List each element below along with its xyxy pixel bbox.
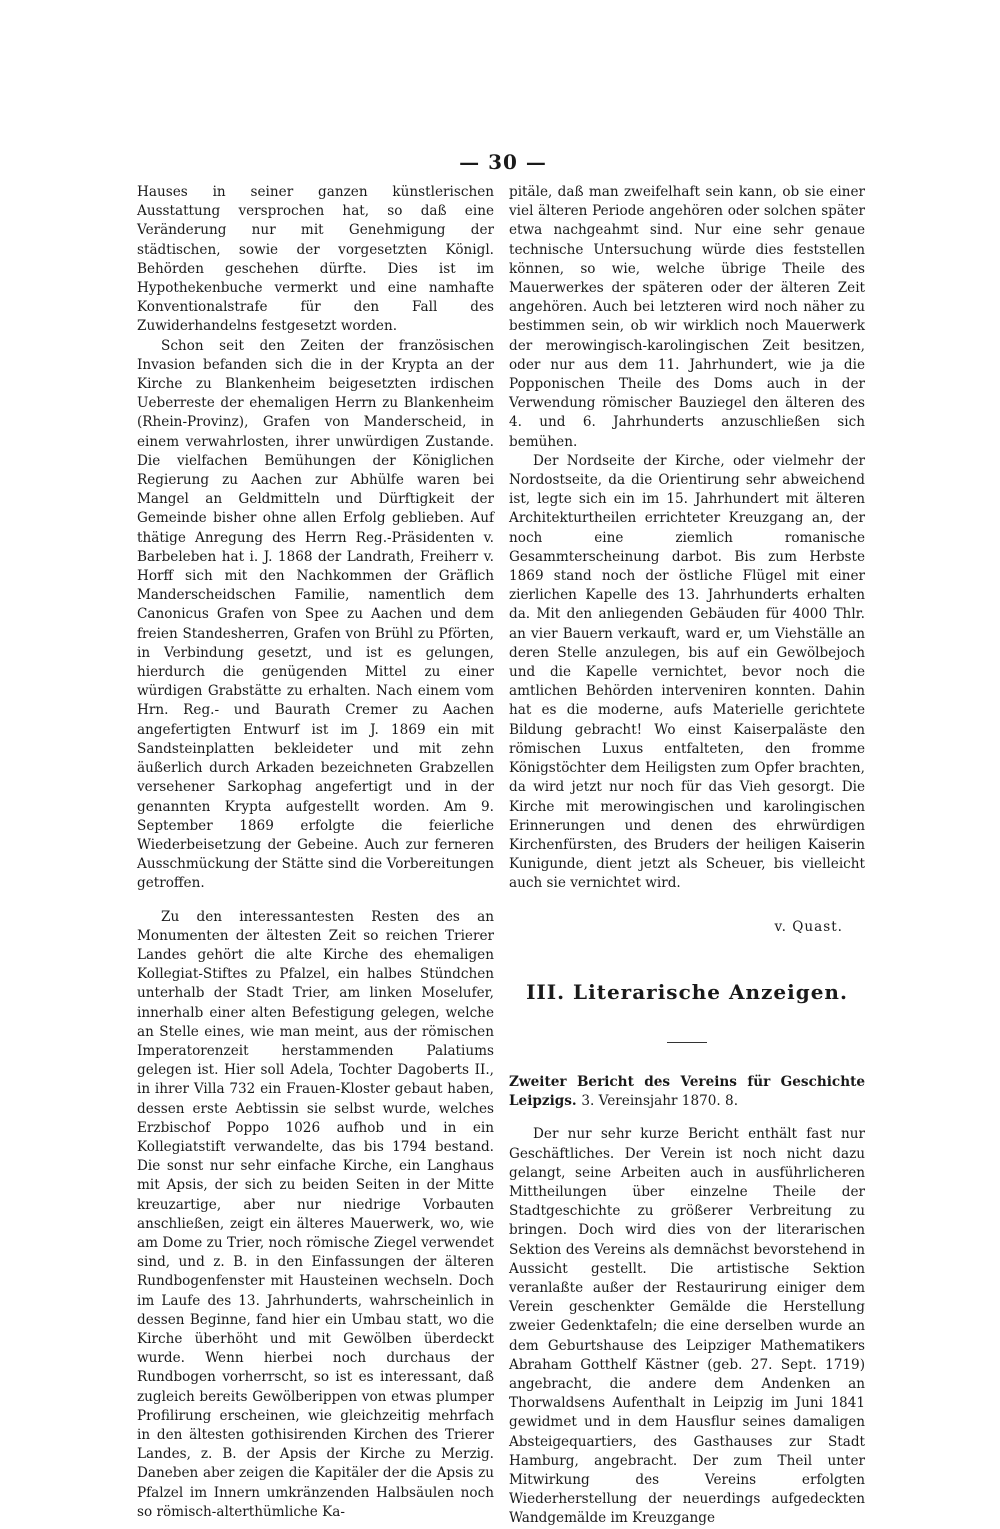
paragraph: Hauses in seiner ganzen künstlerischen Ausstattung versprochen hat, so daß eine Veränderung nur mit Genehmigung der städtischen, sowie der vorgesetzten Königl. Behörden geschehen dürfte. Dies ist im Hypothekenbuche vermerkt und eine namhafte Konventionalstrafe für den Fall des Zuwiderhandelns festgesetzt worden.: [137, 184, 494, 335]
review-title-text: Zweiter Bericht des Vereins für Geschichte Leipzigs.: [509, 1073, 865, 1110]
paragraph: Der Nordseite der Kirche, oder vielmehr der Nordostseite, da die Orientirung sehr abweichend ist, legte sich ein im 15. Jahrhundert mit älteren Architekturtheilen errichteter Kreuzgang an, der noch eine ziemlich romanische Gesammterscheinung darbot. Bis zum Herbste 1869 stand noch der östliche Flügel mit einer zierlichen Kapelle des 13. Jahrhunderts erhalten da. Mit den anliegenden Gebäuden für 4000 Thlr. an vier Bauern verkauft, ward er, um Viehställe an deren Stelle anzulegen, bis auf ein Gewölbejoch und die Kapelle vernichtet, bevor noch die amtlichen Behörden interveniren konnten. Dahin hat es die moderne, aufs Materielle gerichtete Bildung gebracht! Wo einst Kaiserpaläste den römischen Luxus entfalteten, den fromme Königstöchter dem Heiligsten zum Opfer brachten, da wird jetzt nur noch für das Vieh gesorgt. Die Kirche mit merowingischen und karolingischen Erinnerungen und denen des ehrwürdigen Kirchenfürsten, des Bruders der heiligen Kaiserin Kunigunde, dient jetzt als Scheuer, bis vielleicht auch sie vernichtet wird.: [509, 452, 865, 892]
divider: [667, 1042, 707, 1043]
review-title: [509, 1073, 865, 1111]
author-signature: v. Quast.: [774, 918, 843, 935]
paragraph: Zu den interessantesten Resten des an Monumenten der ältesten Zeit so reichen Trierer Landes gehört die alte Kirche des ehemaligen Kollegiat-Stiftes zu Pfalzel, ein halbes Stündchen unterhalb der Stadt Trier, am linken Moselufer, innerhalb einer alten Befestigung gelegen, welche an Stelle eines, wie man meint, aus der römischen Imperatorenzeit herstammenden Palatiums gelegen ist. Hier soll Adela, Tochter Dagoberts II., in ihrer Villa 732 ein Frauen-Kloster gebaut haben, dessen erste Aebtissin sie selbst wurde, welches Erzbischof Poppo 1026 aufhob und in ein Kollegiatstift verwandelte, das bis 1794 bestand. Die sonst nur sehr einfache Kirche, ein Langhaus mit Apsis, der sich zu beiden Seiten in der Mitte kreuzartige, aber nur niedrige Vorbauten anschließen, zeigt ein älteres Mauerwerk, wo, wie am Dome zu Trier, noch römische Ziegel verwendet sind, und z. B. in den Einfassungen der älteren Rundbogenfenster mit Hausteinen wechseln. Doch im Laufe des 13. Jahrhunderts, wahrscheinlich in dessen Beginne, fand hier ein Umbau statt, wo die Kirche überhöht und mit Gewölben überdeckt wurde. Wenn hierbei noch durchaus der Rundbogen vorherrscht, so ist es interessant, daß zugleich bereits Gewölberippen von etwas plumper Profilirung erscheinen, wie gleichzeitig mehrfach in den ältesten gothisirenden Kirchen des Trierer Landes, z. B. der Apsis der Kirche zu Merzig. Daneben aber zeigen die Kapitäler der die Apsis zu Pfalzel im Innern umkränzenden Halbsäulen noch so römisch-alterthümliche Ka-: [137, 908, 494, 1520]
right-column: [509, 183, 865, 1529]
section-heading: III. Literarische Anzeigen.: [526, 979, 848, 1004]
paragraph: Schon seit den Zeiten der französischen Invasion befanden sich die in der Krypta an der Kirche zu Blankenheim beigesetzten irdischen Ueberreste der ehemaligen Herrn zu Blankenheim (Rhein-Provinz), Grafen von Manderscheid, in einem verwahrlosten, ihrer unwürdigen Zustande. Die vielfachen Bemühungen der Königlichen Regierung zu Aachen zur Abhülfe waren bei Mangel an Geldmitteln und Dürftigkeit der Gemeinde bisher ohne allen Erfolg geblieben. Auf thätige Anregung des Herrn Reg.-Präsidenten v. Barbeleben hat i. J. 1868 der Landrath, Freiherr v. Horff sich mit den Nachkommen der Gräflich Manderscheidschen Familie, namentlich dem Canonicus Grafen von Spee zu Aachen und dem freien Standesherren, Grafen von Brühl zu Pförten, in Verbindung gesetzt, und ist es gelungen, hierdurch die genügenden Mittel zu einer würdigen Grabstätte zu erhalten. Nach einem vom Hrn. Reg.- und Baurath Cremer zu Aachen angefertigten Entwurf ist im J. 1869 ein mit Sandsteinplatten bekleideter und mit zehn äußerlich durch Arkaden bezeichneten Grabzellen versehener Sarkophag angefertigt und in der genannten Krypta aufgestellt worden. Am 9. September 1869 erfolgte die feierliche Wiederbeisetzung der Gebeine. Auch zur ferneren Ausschmückung der Stätte sind die Vorbereitungen getroffen.: [137, 337, 494, 892]
review-title-details: 3. Vereinsjahr 1870. 8.: [581, 1093, 739, 1110]
left-column: [137, 183, 494, 1522]
paragraph: Der nur sehr kurze Bericht enthält fast nur Geschäftliches. Der Verein ist noch nicht dazu gelangt, seine Arbeiten auch in ausführlicheren Mittheilungen über einzelne Theile der Stadtgeschichte zu größerer Verbreitung zu bringen. Doch wird dies von der literarischen Sektion des Vereins als demnächst bevorstehend in Aussicht gestellt. Die artistische Sektion veranlaßte außer der Restaurirung einiger dem Verein geschenkter Gemälde die Herstellung zweier Gedenktafeln; die eine derselben wurde an dem Geburtshause des Leipziger Mathematikers Abraham Gotthelf Kästner (geb. 27. Sept. 1719) angebracht, die andere dem Andenken an Thorwaldsens Aufenthalt in Leipzig im Juni 1841 gewidmet und in dem Hausflur seines damaligen Absteigequartiers, des Gasthauses zur Stadt Hamburg, angebracht. Der zum Theil unter Mitwirkung des Vereins erfolgten Wiederherstellung der neuerdings aufgedeckten Wandgemälde im Kreuzgange: [509, 1126, 865, 1527]
page-number: — 30 —: [459, 150, 547, 174]
paragraph: pitäle, daß man zweifelhaft sein kann, ob sie einer viel älteren Periode angehören oder solchen später etwa nachgeahmt sind. Nur eine sehr genaue technische Untersuchung würde dies feststellen können, so wie, welche übrige Theile des Mauerwerkes der späteren oder der älteren Zeit angehören. Auch bei letzteren wird noch näher zu bestimmen sein, ob wir wirklich noch Mauerwerk der merowingisch-karolingischen Zeit besitzen, oder nur aus dem 11. Jahrhundert, wie ja die Popponischen Theile des Doms auch in der Verwendung römischer Bauziegel den älteren des 4. und 6. Jahrhunderts anzuschließen sich bemühen.: [509, 184, 865, 450]
